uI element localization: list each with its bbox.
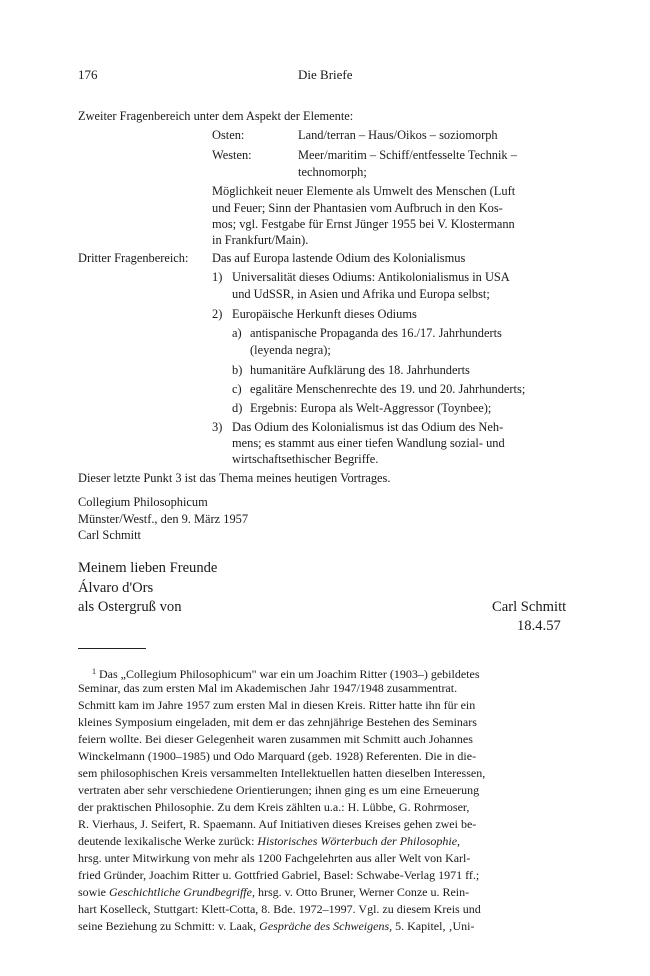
- sub-item-text: egalitäre Menschenrechte des 19. und 20. Jahrhunderts;: [250, 382, 526, 396]
- footnote-line: Seminar, das zum ersten Mal im Akademischen Jahr 1947/1948 zusammentrat.: [78, 681, 458, 695]
- signature-line: Münster/Westf., den 9. März 1957: [78, 512, 249, 526]
- sub-item-text: antispanische Propaganda des 16./17. Jahrhunderts: [250, 326, 502, 340]
- running-title: Die Briefe: [298, 67, 353, 82]
- footnote-line: [78, 918, 474, 935]
- footnote-line: [78, 884, 469, 901]
- item-text: Europäische Herkunft dieses Odiums: [232, 307, 417, 321]
- dritter-text: Das auf Europa lastende Odium des Kolonialismus: [212, 251, 466, 265]
- footnote-title: Geschichtliche Grundbegriffe,: [109, 885, 255, 899]
- page-number: 176: [78, 67, 98, 82]
- item-text: und UdSSR, in Asien und Afrika und Europa selbst;: [232, 287, 490, 301]
- moeglichkeit-line: in Frankfurt/Main).: [212, 233, 309, 247]
- moeglichkeit-line: und Feuer; Sinn der Phantasien vom Aufbruch in den Kos-: [212, 201, 503, 215]
- footnote-rule: [78, 648, 146, 649]
- dedication-date: 18.4.57: [517, 618, 561, 634]
- footnote-title: Gespräche des Schweigens,: [259, 919, 393, 933]
- closing-line: Dieser letzte Punkt 3 ist das Thema meines heutigen Vortrages.: [78, 471, 391, 485]
- item-number: 2): [212, 307, 223, 321]
- item-number: 1): [212, 270, 223, 284]
- sub-item-letter: b): [232, 363, 243, 377]
- footnote-text: deutende lexikalische Werke zurück:: [78, 834, 255, 848]
- signature-line: Carl Schmitt: [78, 528, 141, 542]
- sub-item-letter: c): [232, 382, 242, 396]
- footnote-text: 5. Kapitel, ‚Uni-: [395, 919, 475, 933]
- footnote-marker: 1: [92, 667, 96, 676]
- footnote-line: hart Koselleck, Stuttgart: Klett-Cotta, 8. Bde. 1972–1997. Vgl. zu diesem Kreis und: [78, 902, 481, 916]
- dedication-line: als Ostergruß von: [78, 599, 182, 615]
- westen-text-cont: technomorph;: [298, 165, 367, 179]
- item-number: 3): [212, 420, 223, 434]
- dritter-label: Dritter Fragenbereich:: [78, 251, 189, 265]
- footnote-line: hrsg. unter Mitwirkung von mehr als 1200 Fachgelehrten aus aller Welt von Karl-: [78, 851, 471, 865]
- moeglichkeit-line: mos; vgl. Festgabe für Ernst Jünger 1955 bei V. Klostermann: [212, 217, 515, 231]
- footnote-line: sem philosophischen Kreis versammelten Intellektuellen hatten dieselben Interessen,: [78, 766, 486, 780]
- westen-text: Meer/maritim – Schiff/entfesselte Technik –: [298, 148, 517, 162]
- footnote-title: Historisches Wörterbuch der Philosophie,: [257, 834, 461, 848]
- sub-item-text: Ergebnis: Europa als Welt-Aggressor (Toynbee);: [250, 401, 492, 415]
- sub-item-letter: d): [232, 401, 243, 415]
- dedication-author: Carl Schmitt: [492, 599, 567, 615]
- footnote-line: der praktischen Philosophie. Zu dem Kreis zählten u.a.: H. Lübbe, G. Rohrmoser,: [78, 800, 470, 814]
- footnote-text: Das „Collegium Philosophicum" war ein um Joachim Ritter (1903–) gebildetes: [99, 667, 480, 681]
- footnote-line: feiern wollte. Bei dieser Gelegenheit waren zusammen mit Schmitt auch Johannes: [78, 732, 473, 746]
- osten-text: Land/terran – Haus/Oikos – soziomorph: [298, 128, 498, 142]
- moeglichkeit-line: Möglichkeit neuer Elemente als Umwelt des Menschen (Luft: [212, 184, 516, 198]
- item-text: Universalität dieses Odiums: Antikolonialismus in USA: [232, 270, 510, 284]
- signature-line: Collegium Philosophicum: [78, 495, 208, 509]
- item-text: Das Odium des Kolonialismus ist das Odium des Neh-: [232, 420, 504, 434]
- footnote-line: vertraten aber sehr verschiedene Orientierungen; ihnen ging es um eine Erneuerung: [78, 783, 480, 797]
- intro-line: Zweiter Fragenbereich unter dem Aspekt der Elemente:: [78, 109, 354, 123]
- footnote-line: R. Vierhaus, J. Seifert, R. Spaemann. Auf Initiativen dieses Kreises gehen zwei be-: [78, 817, 477, 831]
- footnote-line: Schmitt kam im Jahre 1957 zum ersten Mal in diesen Kreis. Ritter hatte ihn für ein: [78, 698, 476, 712]
- dedication-line: Meinem lieben Freunde: [78, 560, 218, 576]
- footnote-line: fried Gründer, Joachim Ritter u. Gottfried Gabriel, Basel: Schwabe-Verlag 1971 ff.;: [78, 868, 480, 882]
- footnote-text: seine Beziehung zu Schmitt: v. Laak,: [78, 919, 257, 933]
- footnote-text: sowie: [78, 885, 106, 899]
- westen-label: Westen:: [212, 148, 252, 162]
- item-text: wirtschaftsethischer Begriffe.: [232, 452, 379, 466]
- footnote-text: hrsg. v. Otto Bruner, Werner Conze u. Rein-: [257, 885, 470, 899]
- footnote-line: kleines Symposium eingeladen, mit dem er das zehnjährige Bestehen des Seminars: [78, 715, 477, 729]
- footnote-line: [78, 833, 460, 850]
- dedication-line: Álvaro d'Ors: [78, 580, 154, 596]
- item-text: mens; es stammt aus einer tiefen Wandlung sozial- und: [232, 436, 505, 450]
- sub-item-letter: a): [232, 326, 242, 340]
- sub-item-text: (leyenda negra);: [250, 343, 331, 357]
- footnote-line: Winckelmann (1900–1985) und Odo Marquard (geb. 1928) Referenten. Die in die-: [78, 749, 477, 763]
- sub-item-text: humanitäre Aufklärung des 18. Jahrhunderts: [250, 363, 470, 377]
- osten-label: Osten:: [212, 128, 245, 142]
